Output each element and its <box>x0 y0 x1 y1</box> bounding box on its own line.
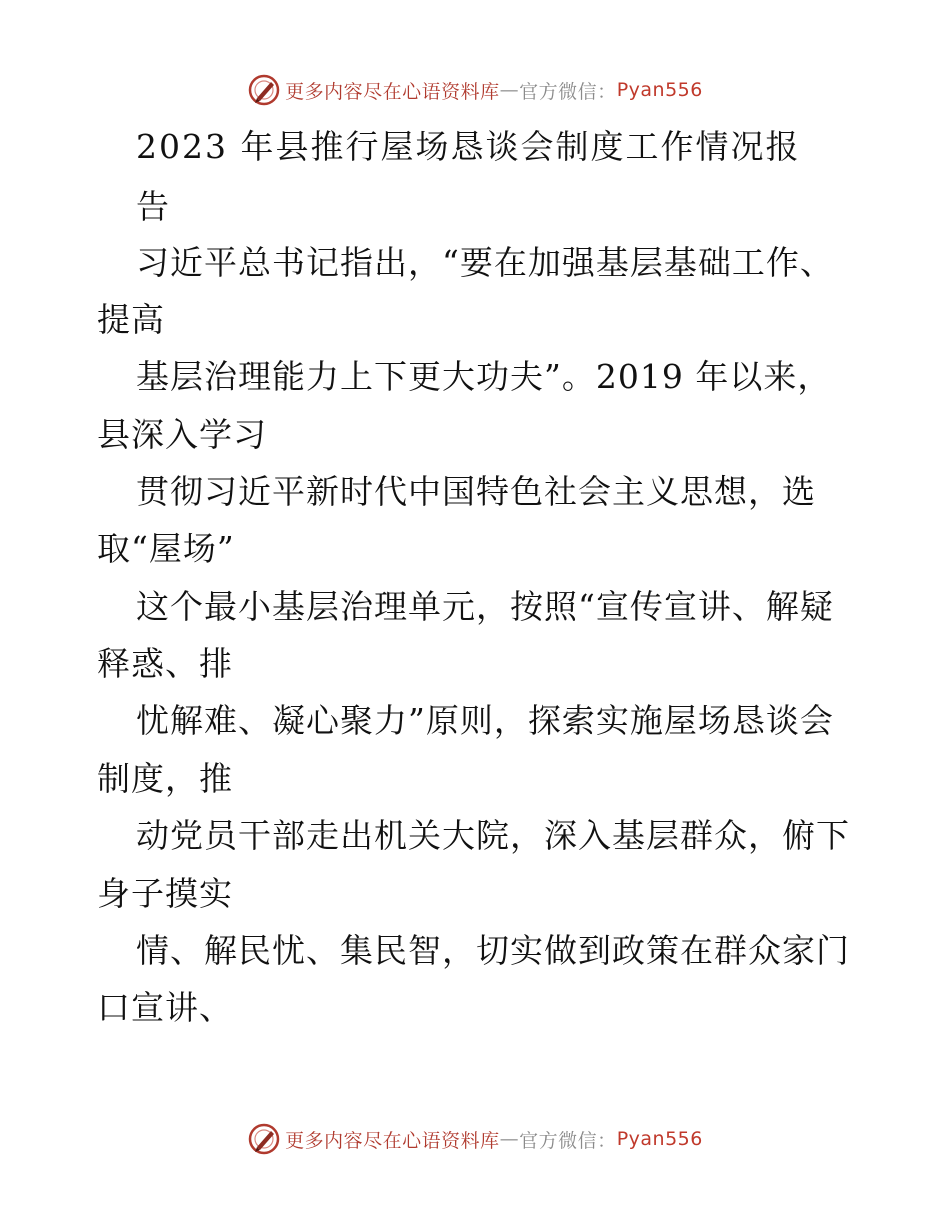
watermark-wechat-id: Pyan556 <box>616 79 703 101</box>
body-line: 习近平总书记指出，“要在加强基层基础工作、 <box>136 243 834 282</box>
body-line: 提高 <box>97 300 165 339</box>
body-line: 情、解民忧、集民智，切实做到政策在群众家门 <box>136 931 850 970</box>
body-line: 基层治理能力上下更大功夫”。2019 年以来， <box>136 357 832 396</box>
watermark-brand-text: 更多内容尽在心语资料库 <box>285 1129 500 1152</box>
watermark-dash: — <box>499 1128 520 1150</box>
body-line: 制度，推 <box>97 759 233 798</box>
body-line: 这个最小基层治理单元，按照“宣传宣讲、解疑 <box>136 587 834 626</box>
watermark-brand-text: 更多内容尽在心语资料库 <box>285 80 500 103</box>
pen-circle-logo-icon <box>247 73 281 107</box>
footer-watermark <box>0 1119 950 1159</box>
body-line: 忧解难、凝心聚力”原则，探索实施屋场恳谈会 <box>136 701 834 740</box>
body-line: 贯彻习近平新时代中国特色社会主义思想，选 <box>136 472 816 511</box>
body-line: 身子摸实 <box>97 874 233 913</box>
body-line: 取“屋场” <box>97 529 235 568</box>
watermark-official-label: 官方微信： <box>519 1129 617 1152</box>
pen-circle-logo-icon <box>247 1122 281 1156</box>
body-line: 释惑、排 <box>97 644 233 683</box>
body-line: 动党员干部走出机关大院，深入基层群众，俯下 <box>136 816 850 855</box>
document-title: 2023 年县推行屋场恳谈会制度工作情况报 <box>136 127 801 166</box>
watermark-wechat-id: Pyan556 <box>616 1128 703 1150</box>
body-line: 县深入学习 <box>97 415 267 454</box>
watermark-official-label: 官方微信： <box>519 80 617 103</box>
body-line: 口宣讲、 <box>97 988 233 1027</box>
header-watermark <box>0 70 950 110</box>
watermark-dash: — <box>499 79 520 101</box>
document-title-continuation: 告 <box>136 187 169 226</box>
